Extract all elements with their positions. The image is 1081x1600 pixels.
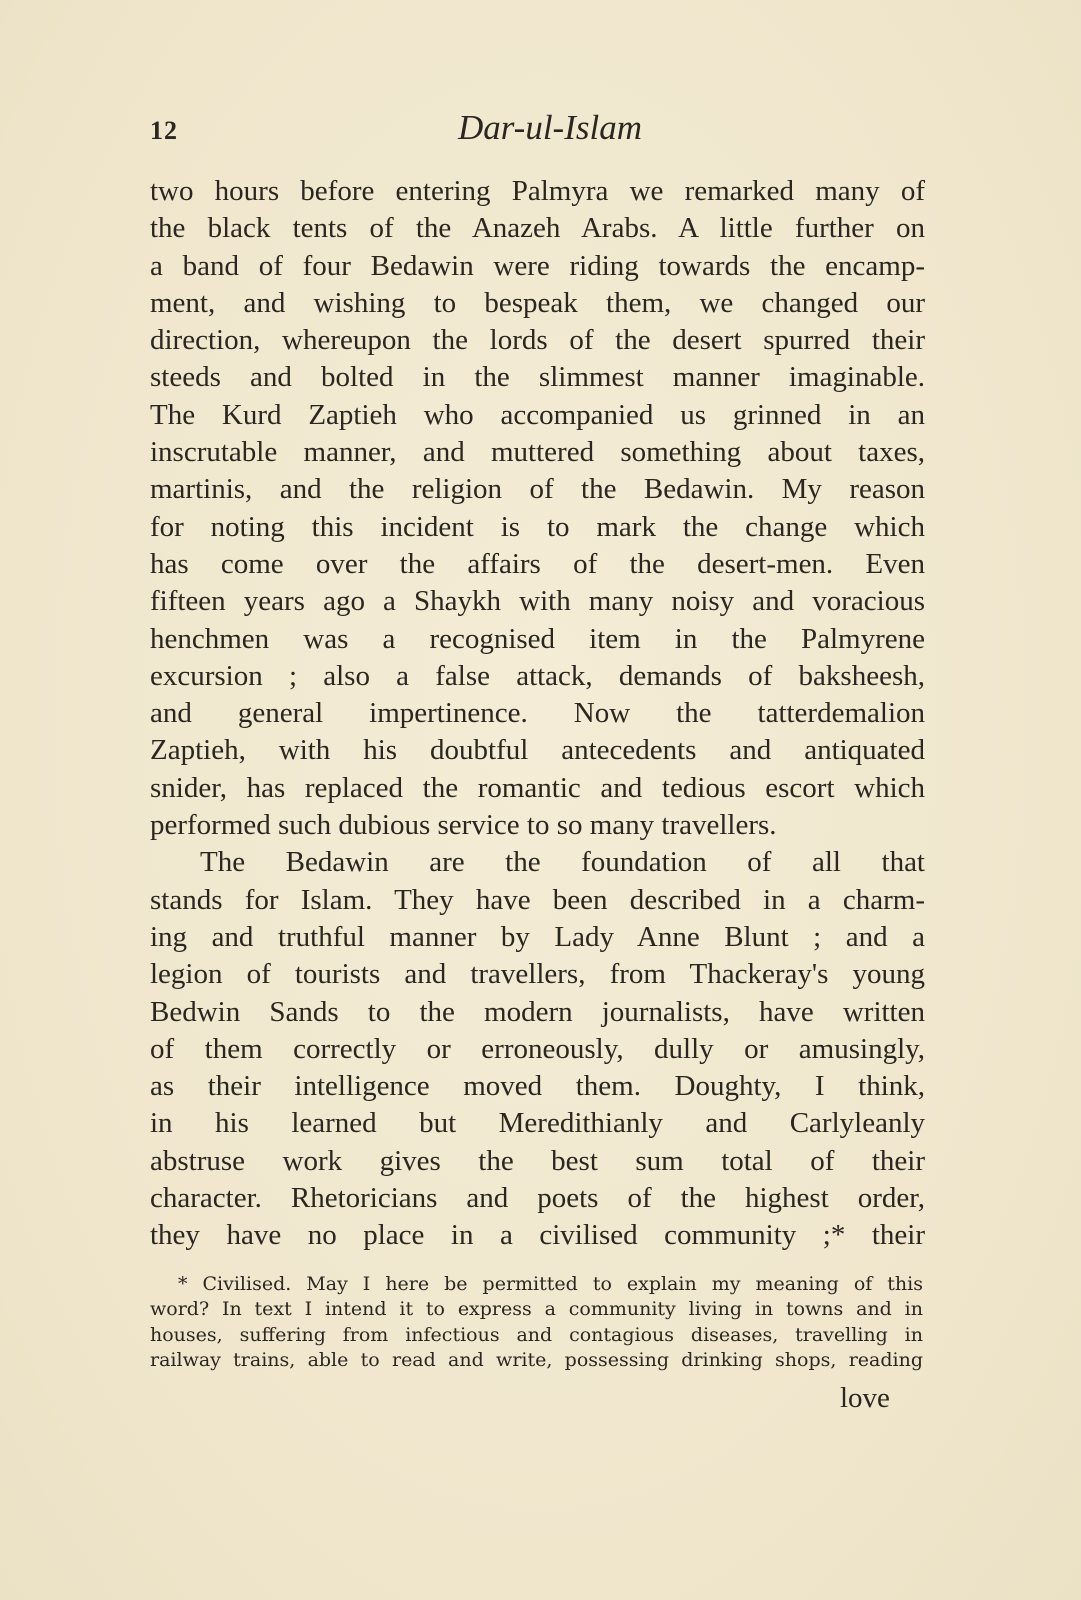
text-line: direction, whereupon the lords of the desert spurred their — [150, 324, 925, 357]
catchword: love — [840, 1382, 890, 1414]
text-line: Bedwin Sands to the modern journalists, have written — [150, 995, 925, 1028]
text-line: in his learned but Meredithianly and Carlyleanly — [150, 1107, 925, 1140]
text-line: Zaptieh, with his doubtful antecedents and antiquated — [150, 734, 925, 767]
text-line: The Kurd Zaptieh who accompanied us grinned in an — [150, 398, 925, 431]
footnote — [150, 1272, 923, 1373]
text-line: performed such dubious service to so many travellers. — [150, 809, 777, 842]
paragraph — [150, 173, 925, 844]
running-title: Dar-ul-Islam — [457, 108, 642, 147]
body-text — [150, 173, 925, 1255]
footnote-line: railway trains, able to read and write, possessing drinking shops, reading — [150, 1348, 923, 1371]
text-line: has come over the affairs of the desert-men. Even — [150, 547, 925, 580]
text-line: ment, and wishing to bespeak them, we changed our — [150, 286, 925, 319]
text-line: henchmen was a recognised item in the Palmyrene — [150, 622, 925, 655]
text-line: stands for Islam. They have been described in a charm- — [150, 883, 925, 916]
text-line: two hours before entering Palmyra we remarked many of — [150, 175, 925, 207]
footnote-line: * Civilised. May I here be permitted to explain my meaning of this — [178, 1273, 923, 1295]
text-line: excursion ; also a false attack, demands of baksheesh, — [150, 659, 925, 692]
text-line: ing and truthful manner by Lady Anne Blunt ; and a — [150, 920, 925, 953]
text-line: as their intelligence moved them. Doughty, I think, — [150, 1070, 925, 1103]
page-header — [150, 108, 920, 148]
text-line: they have no place in a civilised community ;* their — [150, 1219, 925, 1252]
text-line: for noting this incident is to mark the change which — [150, 510, 925, 543]
text-line: and general impertinence. Now the tatterdemalion — [150, 697, 925, 730]
text-line: The Bedawin are the foundation of all that — [200, 846, 925, 879]
text-line: inscrutable manner, and muttered something about taxes, — [150, 436, 925, 469]
text-line: a band of four Bedawin were riding towards the encamp- — [150, 249, 925, 282]
text-line: fifteen years ago a Shaykh with many noisy and voracious — [150, 585, 925, 618]
text-line: the black tents of the Anazeh Arabs. A little further on — [150, 212, 925, 245]
text-line: character. Rhetoricians and poets of the highest order, — [150, 1182, 925, 1215]
text-line: abstruse work gives the best sum total of their — [150, 1144, 925, 1177]
text-line: snider, has replaced the romantic and tedious escort which — [150, 771, 925, 804]
text-line: martinis, and the religion of the Bedawin. My reason — [150, 473, 925, 506]
text-line: legion of tourists and travellers, from Thackeray's young — [150, 958, 925, 991]
text-line: of them correctly or erroneously, dully or amusingly, — [150, 1032, 925, 1065]
text-line: steeds and bolted in the slimmest manner imaginable. — [150, 361, 925, 394]
paragraph — [150, 844, 925, 1254]
footnote-line: word? In text I intend it to express a community living in towns and in — [150, 1298, 923, 1321]
page-number: 12 — [150, 116, 178, 145]
footnote-line: houses, suffering from infectious and contagious diseases, travelling in — [150, 1323, 923, 1346]
